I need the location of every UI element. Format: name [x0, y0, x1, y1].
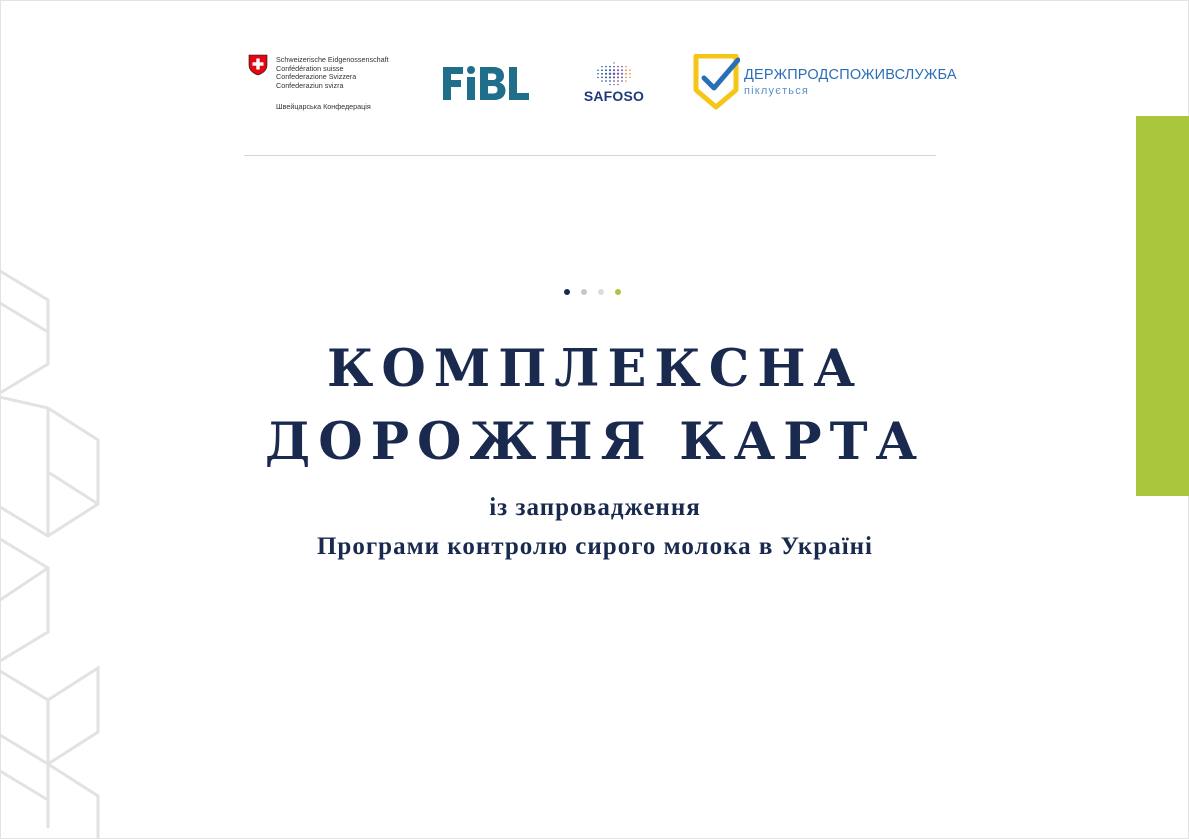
safoso-dot	[605, 76, 607, 78]
carousel-dot[interactable]	[615, 289, 621, 295]
safoso-dot	[601, 77, 603, 79]
shield-check-icon	[692, 54, 740, 110]
carousel-dot[interactable]	[581, 289, 587, 295]
carousel-dots	[562, 287, 626, 297]
subtitle-line-2: Програми контролю сирого молока в Україні	[316, 533, 873, 560]
safoso-dot	[601, 80, 603, 82]
safoso-dot	[605, 69, 607, 71]
swiss-flag-icon	[248, 54, 268, 76]
hexagon-pattern-decoration	[0, 268, 104, 839]
safoso-dot	[609, 84, 610, 85]
safoso-dot	[609, 69, 611, 71]
safoso-dot	[609, 80, 611, 82]
safoso-dot	[613, 69, 615, 71]
title-line-1: КОМПЛЕКСНА	[326, 339, 864, 399]
safoso-dot	[609, 66, 611, 68]
safoso-wordmark: SAFOSO	[583, 88, 645, 104]
safoso-dot	[605, 66, 607, 68]
swiss-name-ua: Швейцарська Конфедерація	[276, 102, 371, 111]
safoso-dot	[601, 73, 603, 75]
carousel-dot[interactable]	[564, 289, 570, 295]
safoso-dot	[609, 73, 611, 75]
safoso-dot	[625, 69, 627, 71]
safoso-dot	[617, 73, 619, 75]
safoso-dots-icon	[576, 62, 652, 88]
safoso-dot	[613, 66, 615, 68]
safoso-dot	[625, 73, 627, 75]
swiss-name-it: Confederazione Svizzera	[276, 72, 357, 82]
safoso-dot	[613, 84, 614, 85]
subtitle-line-1: із запровадження	[489, 494, 701, 521]
safoso-dot	[617, 84, 618, 85]
safoso-dot	[605, 73, 607, 75]
safoso-logo	[576, 62, 652, 104]
safoso-dot	[625, 77, 627, 79]
swiss-name-rm: Confederaziun svizra	[276, 80, 344, 90]
title-line-2: ДОРОЖНЯ КАРТА	[264, 412, 926, 472]
safoso-dot	[629, 73, 631, 75]
safoso-dot	[629, 77, 631, 79]
safoso-dot	[621, 80, 623, 82]
safoso-dot	[613, 73, 616, 76]
safoso-dot	[617, 76, 619, 78]
safoso-dot	[613, 62, 614, 63]
safoso-dot	[601, 69, 603, 71]
safoso-dot	[601, 66, 603, 68]
safoso-dot	[621, 69, 623, 71]
safoso-dot	[621, 73, 623, 75]
header-divider	[244, 155, 936, 156]
safoso-dot	[613, 76, 615, 78]
carousel-dot[interactable]	[598, 289, 604, 295]
dps-tagline: піклується	[744, 85, 810, 97]
safoso-dot	[597, 69, 599, 71]
safoso-dot	[613, 80, 615, 82]
green-accent-bar	[1136, 116, 1189, 496]
dps-name: ДЕРЖПРОДСПОЖИВСЛУЖБА	[744, 67, 957, 83]
swiss-confederation-names	[276, 56, 436, 90]
safoso-dot	[621, 76, 623, 78]
safoso-dot	[609, 76, 611, 78]
safoso-dot	[625, 80, 627, 82]
safoso-dot	[617, 66, 619, 68]
safoso-dot	[621, 66, 623, 68]
safoso-dot	[617, 69, 619, 71]
safoso-dot	[605, 80, 607, 82]
swiss-name-de: Schweizerische Eidgenossenschaft	[276, 55, 389, 64]
safoso-dot	[629, 69, 631, 71]
safoso-dot	[597, 77, 599, 79]
swiss-name-fr: Confédération suisse	[276, 63, 344, 73]
safoso-dot	[625, 66, 627, 68]
safoso-dot	[597, 73, 599, 75]
fibl-logo	[441, 63, 531, 103]
safoso-dot	[617, 80, 619, 82]
